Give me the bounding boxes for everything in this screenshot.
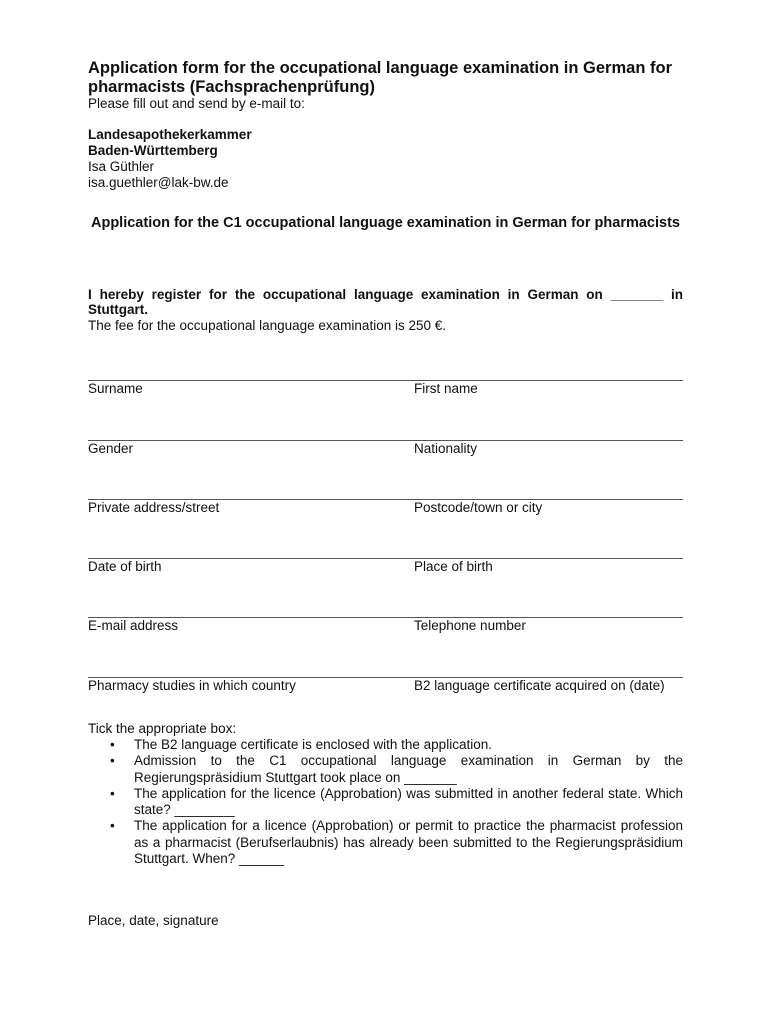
application-subtitle: Application for the C1 occupational language examination in German for pharmacists — [91, 215, 680, 231]
field-line-birth[interactable] — [88, 558, 683, 559]
tick-option-other-state[interactable] — [88, 786, 683, 819]
field-label-place-of-birth: Place of birth — [414, 559, 493, 574]
field-label-gender: Gender — [88, 441, 134, 456]
org-name-line2: Baden-Württemberg — [88, 143, 218, 158]
tick-options-list — [88, 737, 683, 867]
bullet-icon: • — [110, 818, 115, 834]
field-label-postcode-town: Postcode/town or city — [414, 500, 543, 515]
tick-option-text: The application for the licence (Approbation) was submitted in another federal state. Which state? ________ — [134, 785, 683, 818]
field-label-telephone: Telephone number — [414, 618, 526, 633]
tick-box-heading: Tick the appropriate box: — [88, 721, 237, 736]
field-label-b2-certificate-date: B2 language certificate acquired on (date) — [414, 678, 665, 693]
field-label-pharmacy-studies-country: Pharmacy studies in which country — [88, 678, 296, 693]
registration-statement: I hereby register for the occupational language examination in German on _______ in Stuttgart. — [88, 287, 683, 317]
field-line-surname-firstname[interactable] — [88, 380, 683, 381]
instruction-text: Please fill out and send by e-mail to: — [88, 96, 305, 111]
bullet-icon: • — [110, 785, 115, 801]
field-label-private-address: Private address/street — [88, 500, 220, 515]
field-label-nationality: Nationality — [414, 441, 478, 456]
recipient-address — [88, 127, 252, 191]
bullet-icon: • — [110, 753, 115, 769]
tick-option-licence-submitted[interactable] — [88, 818, 683, 867]
tick-option-text: The B2 language certificate is enclosed with the application. — [134, 737, 492, 752]
form-title: Application form for the occupational language examination in German for pharmacists (Fachsprachenprüfung) — [88, 59, 672, 96]
contact-name: Isa Güthler — [88, 159, 155, 174]
signature-label: Place, date, signature — [88, 913, 219, 928]
org-name-line1: Landesapothekerkammer — [88, 127, 252, 142]
field-line-gender-nationality[interactable] — [88, 440, 683, 441]
field-label-first-name: First name — [414, 381, 478, 396]
tick-option-text: The application for a licence (Approbation) or permit to practice the pharmacist profession as a pharmacist (Berufserlaubnis) has already been submitted to the Regierungspräsidium Stuttgart. When? ______ — [134, 818, 683, 867]
fee-statement: The fee for the occupational language examination is 250 €. — [88, 318, 446, 333]
field-label-email: E-mail address — [88, 618, 179, 633]
tick-option-text: Admission to the C1 occupational language examination in German by the Regierungspräsidium Stuttgart took place on _______ — [134, 753, 683, 785]
contact-email: isa.guethler@lak-bw.de — [88, 175, 229, 190]
field-label-date-of-birth: Date of birth — [88, 559, 162, 574]
bullet-icon: • — [110, 737, 115, 752]
tick-option-b2-enclosed[interactable] — [88, 737, 683, 753]
tick-option-admission-stuttgart[interactable] — [88, 753, 683, 786]
field-label-surname: Surname — [88, 381, 143, 396]
